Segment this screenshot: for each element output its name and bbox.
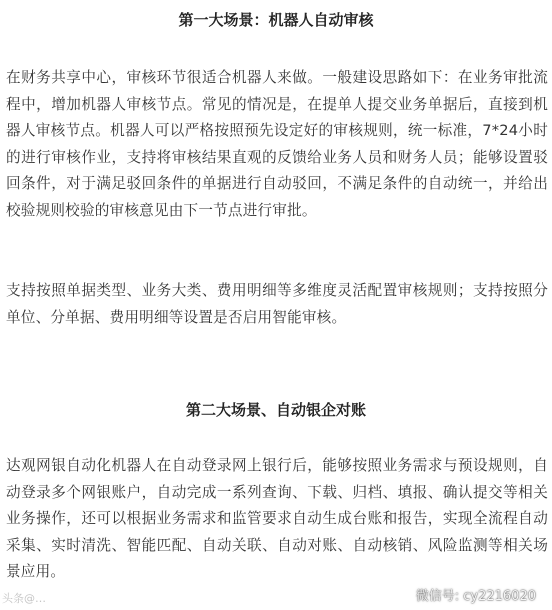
paragraph-auto-review-intro: 在财务共享中心，审核环节很适合机器人来做。一般建设思路如下：在业务审批流程中，增加机器人审核节点。常见的情况是，在提单人提交业务单据后，直接到机器人审核节点。机器人可以严格按照预先设定好的审核规则，统一标准，7*24小时的进行审核作业，支持将审核结果直观的反馈给业务人员和财务人员；能够设置驳回条件，对于满足驳回条件的单据进行自动驳回，不满足条件的自动统一，并给出校验规则校验的审核意见由下一节点进行审批。 [6,69,548,219]
watermark-right [390,585,536,604]
watermark-left [2,590,46,606]
paragraph-bank-reconciliation: 达观网银自动化机器人在自动登录网上银行后，能够按照业务需求与预设规则，自动登录多个网银账户，自动完成一系列查询、下载、归档、填报、确认提交等相关业务操作，还可以根据业务需求和监管要求自动生成台账和报告，实现全流程自动采集、实时清洗、智能匹配、自动关联、自动对账、自动核销、风险监测等相关场景应用。 [6,457,548,581]
wechat-icon [390,587,410,603]
watermark-right-text: 微信号: cy2216020 [415,589,536,604]
section-title-auto-review: 第一大场景：机器人自动审核 [178,11,374,29]
paragraph-auto-review-config: 支持按照单据类型、业务大类、费用明细等多维度灵活配置审核规则；支持按照分单位、分单据、费用明细等设置是否启用智能审核。 [6,282,548,326]
section-title-bank-reconciliation: 第二大场景、自动银企对账 [185,401,366,419]
watermark-left-text: 头条@… [2,592,46,605]
